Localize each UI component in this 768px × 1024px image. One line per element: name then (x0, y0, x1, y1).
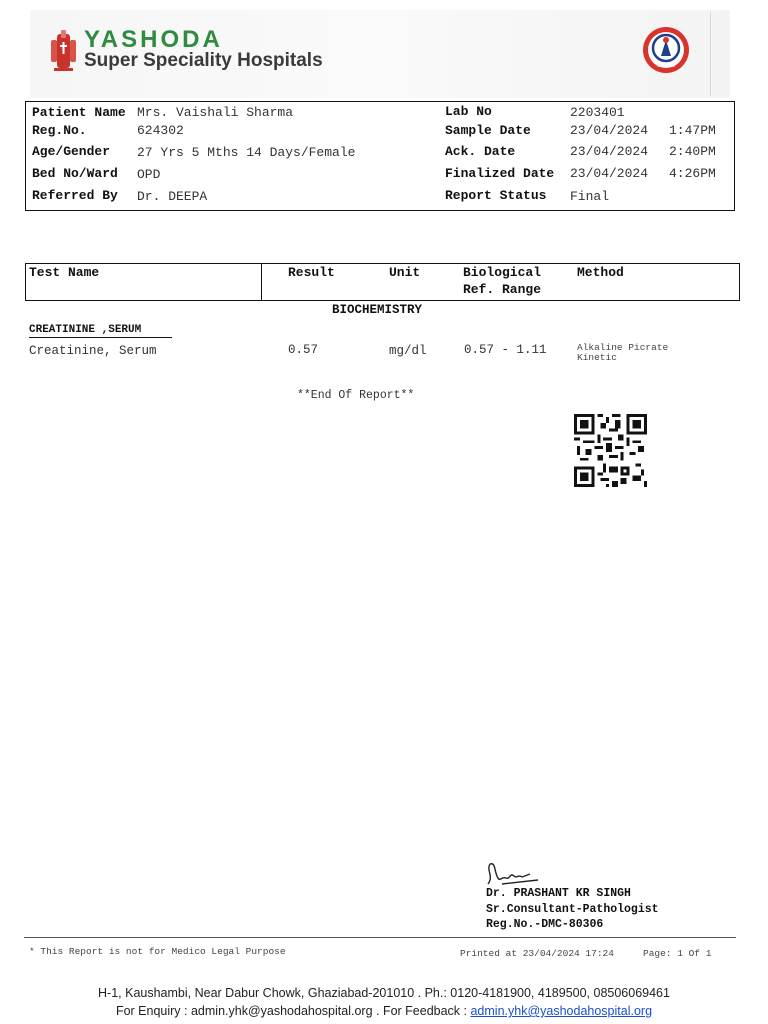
result-unit: mg/dl (389, 344, 427, 358)
report-status-value: Final (570, 189, 610, 204)
sample-date-label: Sample Date (445, 123, 531, 138)
patient-name-label: Patient Name (32, 105, 126, 120)
page-number: Page: 1 Of 1 (643, 948, 712, 959)
age-gender-value: 27 Yrs 5 Mths 14 Days/Female (137, 145, 356, 160)
referred-by-label: Referred By (32, 188, 118, 203)
qr-code-icon (574, 413, 647, 488)
hospital-logo-icon (48, 28, 78, 74)
hospital-name: YASHODA (84, 26, 223, 53)
enquiry-text: For Enquiry : admin.yhk@yashodahospital.org . For Feedback : (115, 1004, 471, 1018)
result-method-line2: Kinetic (577, 352, 617, 363)
age-gender-label: Age/Gender (32, 144, 111, 159)
sample-time-value: 1:47PM (669, 123, 716, 138)
report-status-label: Report Status (445, 188, 547, 203)
results-table-header (25, 263, 740, 301)
result-method-line1: Alkaline Picrate (577, 342, 669, 353)
hospital-address: H-1, Kaushambi, Near Dabur Chowk, Ghaziabad-201010 . Ph.: 0120-4181900, 4189500, 08506069461 (98, 986, 670, 1000)
test-group-title: CREATININE ,SERUM (29, 324, 172, 338)
sample-date-value: 23/04/2024 (570, 123, 649, 138)
ack-time-value: 2:40PM (669, 144, 716, 159)
finalized-date-label: Finalized Date (445, 166, 555, 181)
col-ref-range-line1: Biological (463, 265, 542, 280)
bed-ward-label: Bed No/Ward (32, 166, 118, 181)
finalized-date-value: 23/04/2024 (570, 166, 649, 181)
col-ref-range-line2: Ref. Range (463, 282, 542, 297)
doctor-title: Sr.Consultant-Pathologist (486, 903, 659, 916)
referred-by-value: Dr. DEEPA (137, 189, 208, 204)
feedback-email-link[interactable]: admin.yhk@yashodahospital.org (470, 1004, 653, 1018)
result-test-name: Creatinine, Serum (29, 344, 157, 358)
result-value: 0.57 (288, 343, 319, 357)
col-unit: Unit (389, 265, 421, 280)
table-header-divider (261, 264, 262, 300)
result-ref-range: 0.57 - 1.11 (464, 343, 547, 357)
legal-disclaimer: * This Report is not for Medico Legal Purpose (29, 946, 286, 957)
bed-ward-value: OPD (137, 167, 161, 182)
footer-divider (24, 937, 736, 938)
printed-at: Printed at 23/04/2024 17:24 (460, 948, 614, 959)
header-divider (710, 12, 711, 96)
lab-no-label: Lab No (445, 104, 492, 119)
doctor-name: Dr. PRASHANT KR SINGH (486, 887, 631, 900)
lab-no-value: 2203401 (570, 105, 625, 120)
contact-line (0, 1004, 768, 1018)
reg-no-label: Reg.No. (32, 123, 87, 138)
ack-date-label: Ack. Date (445, 144, 516, 159)
nabh-badge-icon (642, 26, 690, 74)
doctor-reg-no: Reg.No.-DMC-80306 (486, 918, 604, 931)
section-title: BIOCHEMISTRY (332, 303, 423, 317)
finalized-time-value: 4:26PM (669, 166, 716, 181)
hospital-subtitle: Super Speciality Hospitals (84, 50, 323, 71)
end-of-report: **End Of Report** (297, 389, 415, 402)
col-test-name: Test Name (29, 265, 100, 280)
col-method: Method (577, 265, 624, 280)
ack-date-value: 23/04/2024 (570, 144, 649, 159)
reg-no-value: 624302 (137, 123, 184, 138)
nabh-label: NABH (657, 63, 675, 69)
col-result: Result (288, 265, 335, 280)
patient-name-value: Mrs. Vaishali Sharma (137, 105, 294, 120)
